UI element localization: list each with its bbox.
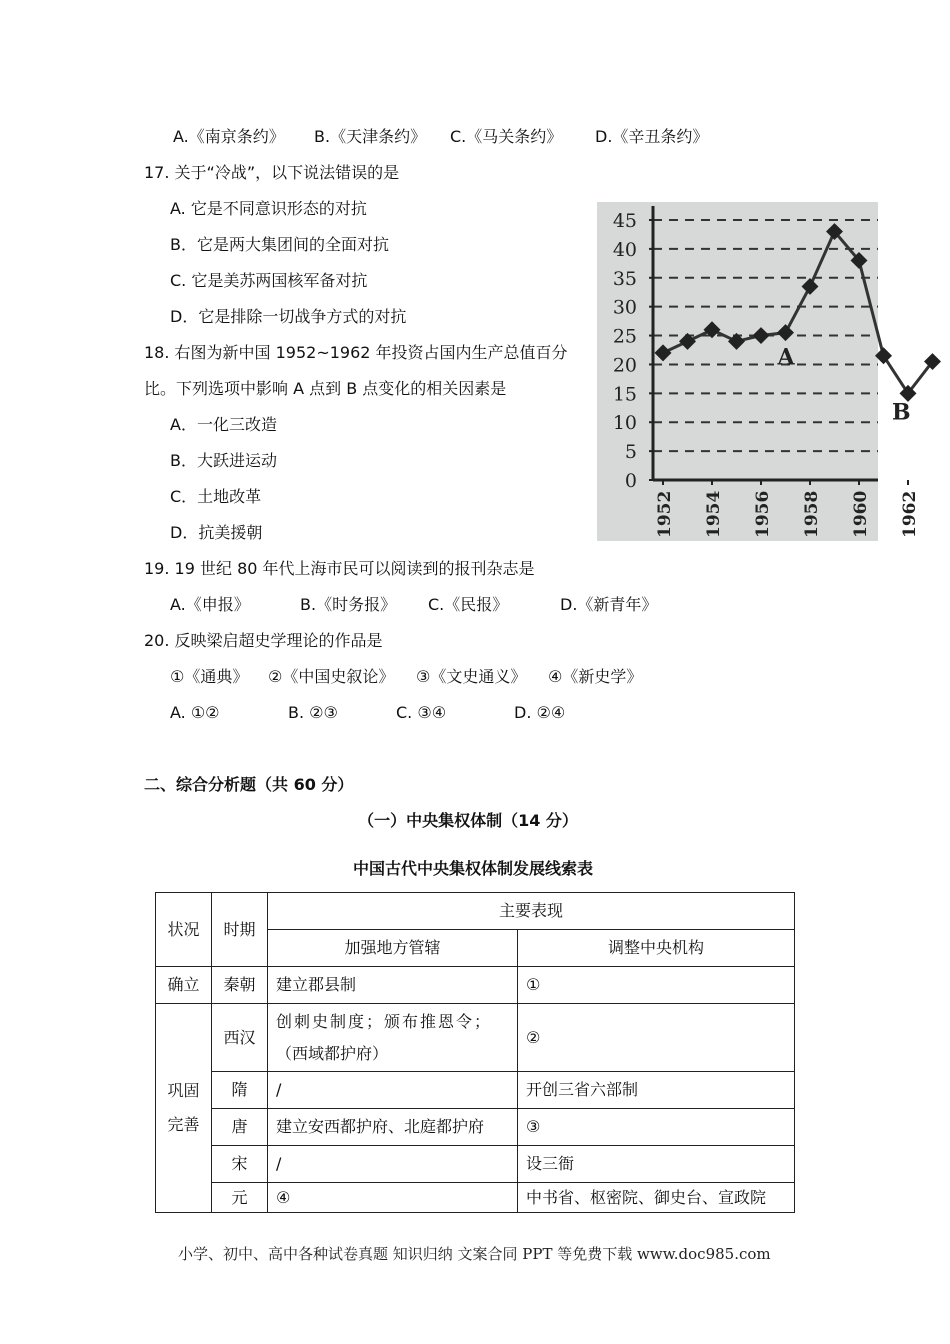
y-tick-label: 15 [612, 383, 637, 406]
central-cell: 中书省、枢密院、御史台、宣政院 [518, 1183, 795, 1213]
central-cell: ① [518, 967, 795, 1004]
data-point [802, 278, 819, 295]
status-cell [156, 1004, 212, 1213]
q19-option-a: A.《申报》 [170, 595, 250, 614]
q17-option-a: A. 它是不同意识形态的对抗 [170, 199, 367, 218]
local-line-2: （西域都护府） [276, 1043, 389, 1063]
period-cell: 宋 [212, 1146, 268, 1183]
q20-option-b: B. ②③ [288, 703, 338, 722]
q20-item-2: ②《中国史叙论》 [268, 667, 395, 686]
q19-option-b: B.《时务报》 [300, 595, 397, 614]
section2-title: 二、综合分析题（共 60 分） [144, 775, 354, 794]
data-point [753, 327, 770, 344]
q18-option-c: C．土地改革 [170, 487, 262, 506]
q16-option-d: D.《辛丑条约》 [595, 127, 709, 146]
q19-stem: 19. 19 世纪 80 年代上海市民可以阅读到的报刊杂志是 [144, 559, 535, 578]
q20-item-1: ①《通典》 [170, 667, 249, 686]
q17-option-b: B．它是两大集团间的全面对抗 [170, 235, 389, 254]
period-cell: 隋 [212, 1072, 268, 1109]
header-central: 调整中央机构 [518, 930, 795, 967]
period-cell: 西汉 [212, 1004, 268, 1072]
q17-option-c: C. 它是美苏两国核军备对抗 [170, 271, 368, 290]
y-tick-label: 30 [612, 296, 637, 319]
table-header-row [156, 893, 795, 930]
investment-gdp-line-chart [597, 202, 920, 541]
header-status: 状况 [156, 893, 212, 967]
local-cell: / [268, 1072, 518, 1109]
x-tick-label: 1954 [704, 490, 724, 538]
y-tick-label: 25 [612, 325, 637, 348]
table-row [156, 1183, 795, 1213]
data-point [777, 324, 794, 341]
q20-item-3: ③《文史通义》 [416, 667, 527, 686]
period-cell: 唐 [212, 1109, 268, 1146]
local-cell: 建立郡县制 [268, 967, 518, 1004]
status-line-1: 巩固 [167, 1081, 200, 1100]
table-title [0, 858, 950, 880]
q20-option-c: C. ③④ [396, 703, 447, 722]
y-tick-label: 10 [612, 412, 637, 435]
q19-option-c: C.《民报》 [428, 595, 509, 614]
header-main: 主要表现 [268, 893, 795, 930]
q20-option-d: D. ②④ [514, 703, 566, 722]
y-tick-label: 40 [612, 238, 637, 261]
x-tick-label: 1960 [851, 490, 871, 538]
table-title-text: 中国古代中央集权体制发展线索表 [352, 859, 593, 878]
series-line [663, 232, 933, 394]
y-tick-label: 35 [612, 267, 637, 290]
q17-option-d: D．它是排除一切战争方式的对抗 [170, 307, 407, 326]
x-tick-label: 1956 [753, 490, 773, 538]
q18-option-b: B．大跃进运动 [170, 451, 277, 470]
q18-stem-line1: 18. 右图为新中国 1952~1962 年投资占国内生产总值百分 [144, 343, 568, 362]
central-cell: ② [518, 1004, 795, 1072]
section2-subtitle-text: （一）中央集权体制（14 分） [358, 811, 578, 830]
x-tick-label: 1962 [900, 490, 920, 538]
table-row [156, 1146, 795, 1183]
x-tick-label: 1958 [802, 490, 822, 538]
local-cell: ④ [268, 1183, 518, 1213]
data-point [875, 347, 892, 364]
y-tick-label: 45 [612, 210, 637, 232]
q18-stem-line2: 比。下列选项中影响 A 点到 B 点变化的相关因素是 [144, 379, 507, 398]
header-local: 加强地方管辖 [268, 930, 518, 967]
section2-subtitle [0, 810, 950, 832]
q16-option-c: C.《马关条约》 [450, 127, 563, 146]
q18-option-d: D．抗美援朝 [170, 523, 263, 542]
q16-option-a: A.《南京条约》 [173, 127, 285, 146]
q19-option-d: D.《新青年》 [560, 595, 658, 614]
q16-option-b: B.《天津条约》 [314, 127, 427, 146]
central-cell: 设三衙 [518, 1146, 795, 1183]
period-cell: 秦朝 [212, 967, 268, 1004]
table-row [156, 1072, 795, 1109]
centralization-table [155, 892, 795, 1213]
table-row [156, 967, 795, 1004]
q20-item-4: ④《新史学》 [548, 667, 643, 686]
table-row [156, 1004, 795, 1072]
status-cell: 确立 [156, 967, 212, 1004]
central-cell: 开创三省六部制 [518, 1072, 795, 1109]
period-cell: 元 [212, 1183, 268, 1213]
y-tick-label: 0 [624, 470, 637, 492]
table-row [156, 1109, 795, 1146]
point-label-b: B [892, 399, 911, 426]
q20-option-a: A. ①② [170, 703, 220, 722]
y-tick-label: 5 [624, 441, 637, 464]
page-footer: 小学、初中、高中各种试卷真题 知识归纳 文案合同 PPT 等免费下载 www.doc985.com [178, 1245, 771, 1263]
local-line-1: 创刺史制度；颁布推恩令； [276, 1011, 493, 1031]
local-cell: / [268, 1146, 518, 1183]
data-point [655, 344, 672, 361]
x-tick-label: 1952 [655, 490, 675, 538]
q20-stem: 20. 反映梁启超史学理论的作品是 [144, 631, 383, 650]
y-tick-label: 20 [612, 354, 637, 377]
local-cell: 建立安西都护府、北庭都护府 [268, 1109, 518, 1146]
data-point [728, 333, 745, 350]
central-cell: ③ [518, 1109, 795, 1146]
header-period: 时期 [212, 893, 268, 967]
local-cell [268, 1004, 518, 1072]
q18-option-a: A．一化三改造 [170, 415, 277, 434]
q17-stem: 17. 关于“冷战”，以下说法错误的是 [144, 163, 400, 182]
point-label-a: A [777, 344, 795, 371]
status-line-2: 完善 [167, 1115, 200, 1134]
